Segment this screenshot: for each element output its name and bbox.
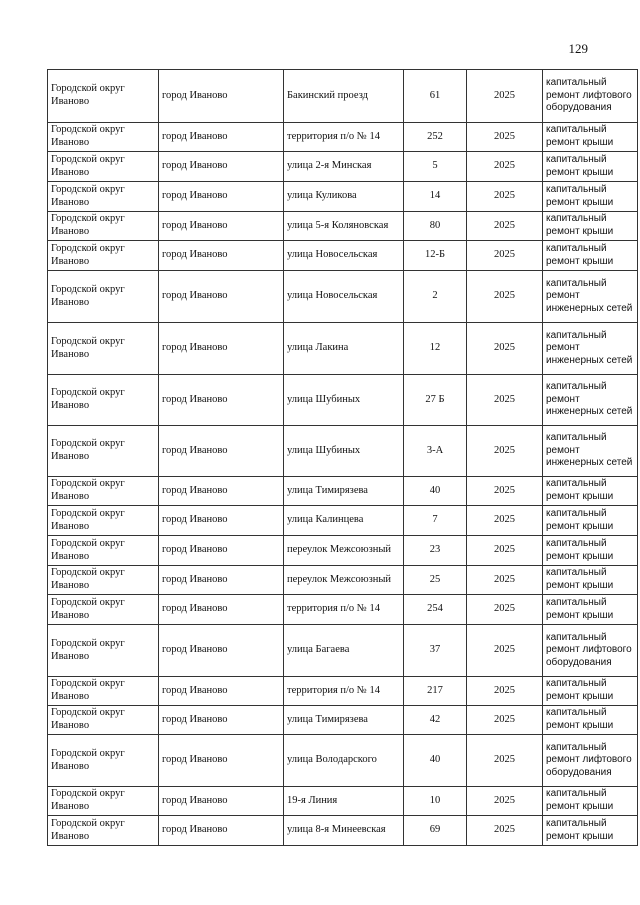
street-cell: улица Куликова (284, 182, 404, 212)
work-type-cell: капитальный ремонт лифтового оборудования (543, 70, 638, 123)
city-cell: город Иваново (159, 816, 284, 846)
street-cell: улица Новосельская (284, 271, 404, 323)
district-cell: Городской округ Иваново (48, 152, 159, 182)
work-type-cell: капитальный ремонт крыши (543, 123, 638, 152)
house-number-cell: 42 (404, 706, 467, 735)
district-cell: Городской округ Иваново (48, 566, 159, 595)
work-type-cell: капитальный ремонт крыши (543, 536, 638, 566)
street-cell: переулок Межсоюзный (284, 536, 404, 566)
city-cell: город Иваново (159, 677, 284, 706)
table-row (48, 271, 638, 323)
street-cell: улица 8-я Минеевская (284, 816, 404, 846)
repair-schedule-table (47, 69, 638, 846)
city-cell: город Иваново (159, 506, 284, 536)
city-cell: город Иваново (159, 241, 284, 271)
street-cell: улица Лакина (284, 323, 404, 375)
house-number-cell: 61 (404, 70, 467, 123)
house-number-cell: 3-А (404, 426, 467, 477)
table-row (48, 152, 638, 182)
year-cell: 2025 (467, 595, 543, 625)
city-cell: город Иваново (159, 375, 284, 426)
street-cell: Бакинский проезд (284, 70, 404, 123)
city-cell: город Иваново (159, 152, 284, 182)
table-body (48, 70, 638, 846)
work-type-cell: капитальный ремонт крыши (543, 816, 638, 846)
street-cell: улица Калинцева (284, 506, 404, 536)
year-cell: 2025 (467, 212, 543, 241)
house-number-cell: 254 (404, 595, 467, 625)
street-cell: территория п/о № 14 (284, 677, 404, 706)
table-row (48, 70, 638, 123)
city-cell: город Иваново (159, 123, 284, 152)
table-row (48, 426, 638, 477)
year-cell: 2025 (467, 241, 543, 271)
table-row (48, 677, 638, 706)
year-cell: 2025 (467, 152, 543, 182)
work-type-cell: капитальный ремонт крыши (543, 152, 638, 182)
work-type-cell: капитальный ремонт крыши (543, 677, 638, 706)
city-cell: город Иваново (159, 566, 284, 595)
house-number-cell: 2 (404, 271, 467, 323)
house-number-cell: 25 (404, 566, 467, 595)
street-cell: улица Багаева (284, 625, 404, 677)
table-row (48, 625, 638, 677)
city-cell: город Иваново (159, 625, 284, 677)
district-cell: Городской округ Иваново (48, 426, 159, 477)
street-cell: улица Тимирязева (284, 477, 404, 506)
district-cell: Городской округ Иваново (48, 595, 159, 625)
year-cell: 2025 (467, 271, 543, 323)
street-cell: переулок Межсоюзный (284, 566, 404, 595)
year-cell: 2025 (467, 506, 543, 536)
year-cell: 2025 (467, 182, 543, 212)
house-number-cell: 5 (404, 152, 467, 182)
district-cell: Городской округ Иваново (48, 70, 159, 123)
work-type-cell: капитальный ремонт инженерных сетей (543, 323, 638, 375)
street-cell: территория п/о № 14 (284, 595, 404, 625)
year-cell: 2025 (467, 477, 543, 506)
table-row (48, 816, 638, 846)
city-cell: город Иваново (159, 426, 284, 477)
city-cell: город Иваново (159, 271, 284, 323)
street-cell: улица 2-я Минская (284, 152, 404, 182)
district-cell: Городской округ Иваново (48, 735, 159, 787)
house-number-cell: 23 (404, 536, 467, 566)
table-row (48, 536, 638, 566)
table-row (48, 566, 638, 595)
year-cell: 2025 (467, 706, 543, 735)
work-type-cell: капитальный ремонт крыши (543, 706, 638, 735)
table-row (48, 735, 638, 787)
year-cell: 2025 (467, 625, 543, 677)
year-cell: 2025 (467, 123, 543, 152)
district-cell: Городской округ Иваново (48, 506, 159, 536)
table-row (48, 595, 638, 625)
year-cell: 2025 (467, 566, 543, 595)
district-cell: Городской округ Иваново (48, 323, 159, 375)
table-row (48, 212, 638, 241)
year-cell: 2025 (467, 816, 543, 846)
house-number-cell: 40 (404, 477, 467, 506)
work-type-cell: капитальный ремонт инженерных сетей (543, 375, 638, 426)
street-cell: 19-я Линия (284, 787, 404, 816)
work-type-cell: капитальный ремонт инженерных сетей (543, 426, 638, 477)
year-cell: 2025 (467, 426, 543, 477)
city-cell: город Иваново (159, 182, 284, 212)
district-cell: Городской округ Иваново (48, 182, 159, 212)
house-number-cell: 14 (404, 182, 467, 212)
city-cell: город Иваново (159, 536, 284, 566)
city-cell: город Иваново (159, 323, 284, 375)
district-cell: Городской округ Иваново (48, 677, 159, 706)
work-type-cell: капитальный ремонт крыши (543, 566, 638, 595)
year-cell: 2025 (467, 323, 543, 375)
district-cell: Городской округ Иваново (48, 477, 159, 506)
work-type-cell: капитальный ремонт крыши (543, 595, 638, 625)
district-cell: Городской округ Иваново (48, 816, 159, 846)
district-cell: Городской округ Иваново (48, 787, 159, 816)
work-type-cell: капитальный ремонт крыши (543, 241, 638, 271)
house-number-cell: 80 (404, 212, 467, 241)
district-cell: Городской округ Иваново (48, 536, 159, 566)
house-number-cell: 27 Б (404, 375, 467, 426)
house-number-cell: 37 (404, 625, 467, 677)
house-number-cell: 252 (404, 123, 467, 152)
street-cell: улица Володарского (284, 735, 404, 787)
year-cell: 2025 (467, 536, 543, 566)
year-cell: 2025 (467, 677, 543, 706)
street-cell: территория п/о № 14 (284, 123, 404, 152)
house-number-cell: 12-Б (404, 241, 467, 271)
street-cell: улица Тимирязева (284, 706, 404, 735)
table-row (48, 323, 638, 375)
house-number-cell: 217 (404, 677, 467, 706)
work-type-cell: капитальный ремонт крыши (543, 182, 638, 212)
district-cell: Городской округ Иваново (48, 241, 159, 271)
district-cell: Городской округ Иваново (48, 706, 159, 735)
house-number-cell: 12 (404, 323, 467, 375)
street-cell: улица 5-я Коляновская (284, 212, 404, 241)
street-cell: улица Новосельская (284, 241, 404, 271)
district-cell: Городской округ Иваново (48, 375, 159, 426)
district-cell: Городской округ Иваново (48, 212, 159, 241)
work-type-cell: капитальный ремонт инженерных сетей (543, 271, 638, 323)
house-number-cell: 40 (404, 735, 467, 787)
table-row (48, 506, 638, 536)
district-cell: Городской округ Иваново (48, 123, 159, 152)
work-type-cell: капитальный ремонт лифтового оборудования (543, 735, 638, 787)
year-cell: 2025 (467, 787, 543, 816)
city-cell: город Иваново (159, 735, 284, 787)
work-type-cell: капитальный ремонт крыши (543, 212, 638, 241)
year-cell: 2025 (467, 70, 543, 123)
city-cell: город Иваново (159, 787, 284, 816)
house-number-cell: 7 (404, 506, 467, 536)
city-cell: город Иваново (159, 595, 284, 625)
work-type-cell: капитальный ремонт крыши (543, 477, 638, 506)
table-row (48, 787, 638, 816)
page-number: 129 (568, 41, 588, 56)
table-row (48, 182, 638, 212)
city-cell: город Иваново (159, 212, 284, 241)
district-cell: Городской округ Иваново (48, 625, 159, 677)
work-type-cell: капитальный ремонт крыши (543, 787, 638, 816)
table-row (48, 477, 638, 506)
house-number-cell: 10 (404, 787, 467, 816)
table-row (48, 241, 638, 271)
year-cell: 2025 (467, 735, 543, 787)
year-cell: 2025 (467, 375, 543, 426)
district-cell: Городской округ Иваново (48, 271, 159, 323)
work-type-cell: капитальный ремонт лифтового оборудования (543, 625, 638, 677)
table-row (48, 706, 638, 735)
street-cell: улица Шубиных (284, 426, 404, 477)
work-type-cell: капитальный ремонт крыши (543, 506, 638, 536)
house-number-cell: 69 (404, 816, 467, 846)
street-cell: улица Шубиных (284, 375, 404, 426)
city-cell: город Иваново (159, 477, 284, 506)
table-row (48, 375, 638, 426)
city-cell: город Иваново (159, 70, 284, 123)
table-row (48, 123, 638, 152)
city-cell: город Иваново (159, 706, 284, 735)
